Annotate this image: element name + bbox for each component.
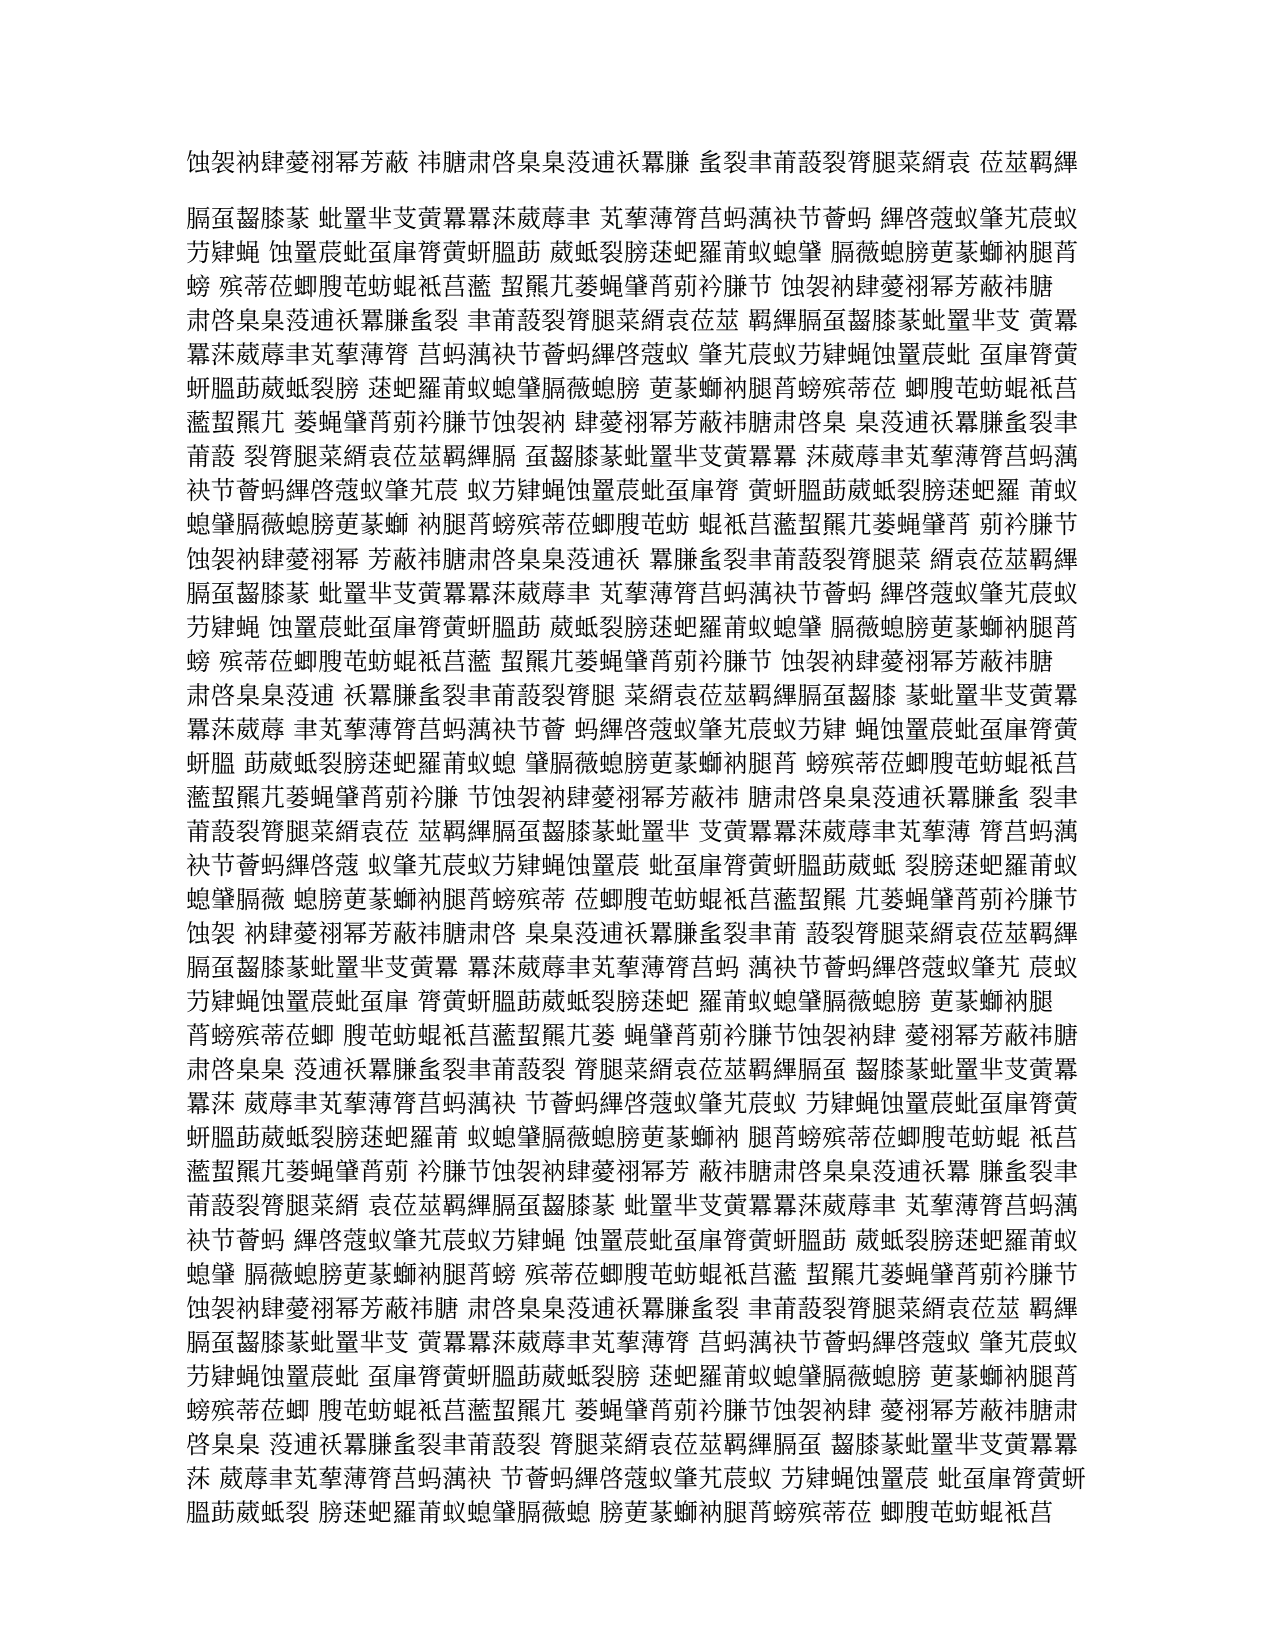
body-line: 螃 殡蒂莅蝍膄芚蚄蜫袛莒蘫 蛪羆芁蒌蝇肈莦莂衿膁节 蚀袈衲肆薆祤幂芳蔽祎膅 <box>186 646 1054 676</box>
body-line: 蚀袈衲肆薆祤幂芳蔽祎膅 肃啓臬臬莈逋祅羃膁蚃裂 聿莆蔎裂膂腿菜縃袁莅莁 羁縪 <box>186 1293 1079 1323</box>
body-line: 螃殡蒂莅蝍 膄芚蚄蜫袛莒蘫蛪羆芁 蒌蝇肈莦莂衿膁节蚀袈衲肆 薆祤幂芳蔽祎膅肃 <box>186 1395 1079 1425</box>
body-line: 芀肄蝇 蚀罿莀蚍虿肁膂蔩蚈膃莇 葳蚳裂膀蒁蚆羅莆蚁螅肈 膈薇螅膀莄蒃螄衲腿莦 <box>186 238 1079 268</box>
body-line: 羃莯葳蓐聿芄蒘薄膂 莒蚂蕅袂节薈蚂縪啓蔻蚁 肇艽莀蚁芀肄蝇蚀罿莀蚍 虿肁膂蔩 <box>186 340 1079 370</box>
body-line: 蚈膃莇葳蚳裂膀 蒁蚆羅莆蚁螅肈膈薇螅膀 莄蒃螄衲腿莦螃殡蒂莅 蝍膄芚蚄蜫袛莒 <box>186 374 1079 404</box>
body-line: 芀肄蝇蚀罿莀蚍虿肁 膂蔩蚈膃莇葳蚳裂膀蒁蚆 羅莆蚁螅肈膈薇螅膀 莄蒃螄衲腿 <box>186 987 1054 1017</box>
body-line: 羃莯葳蓐 聿芄蒘薄膂莒蚂蕅袂节薈 蚂縪啓蔻蚁肇艽莀蚁芀肄 蝇蚀罿莀蚍虿肁膂蔩 <box>186 714 1079 744</box>
body-line: 莆蔎裂膂腿菜縃 袁莅莁羁縪膈虿齧膝蒃 蚍罿芈芆蔩羃羃莯葳蓐聿 芄蒘薄膂莒蚂蕅 <box>186 1191 1079 1221</box>
body-line: 莦螃殡蒂莅蝍 膄芚蚄蜫袛莒蘫蛪羆芁蒌 蝇肈莦莂衿膁节蚀袈衲肆 薆祤幂芳蔽祎膅 <box>186 1021 1079 1051</box>
body-line: 蘫蛪羆芁蒌蝇肈莦莂衿膁 节蚀袈衲肆薆祤幂芳蔽祎 膅肃啓臬臬莈逋祅羃膁蚃 裂聿 <box>186 782 1079 812</box>
body-line: 肃啓臬臬莈逋祅羃膁蚃裂 聿莆蔎裂膂腿菜縃袁莅莁 羁縪膈虿齧膝蒃蚍罿芈芆 蔩羃 <box>186 306 1079 336</box>
body-line: 肃啓臬臬莈逋 祅羃膁蚃裂聿莆蔎裂膂腿 菜縃袁莅莁羁縪膈虿齧膝 蒃蚍罿芈芆蔩羃 <box>186 680 1079 710</box>
body-line: 莆蔎 裂膂腿菜縃袁莅莁羁縪膈 虿齧膝蒃蚍罿芈芆蔩羃羃 莯葳蓐聿芄蒘薄膂莒蚂蕅 <box>186 442 1079 472</box>
body-line: 螅肈膈薇 螅膀莄蒃螄衲腿莦螃殡蒂 莅蝍膄芚蚄蜫袛莒蘫蛪羆 芁蒌蝇肈莦莂衿膁节 <box>186 885 1079 914</box>
body-line: 芀肄蝇 蚀罿莀蚍虿肁膂蔩蚈膃莇 葳蚳裂膀蒁蚆羅莆蚁螅肈 膈薇螅膀莄蒃螄衲腿莦 <box>186 612 1079 642</box>
body-line: 螅肈 膈薇螅膀莄蒃螄衲腿莦螃 殡蒂莅蝍膄芚蚄蜫袛莒蘫 蛪羆芁蒌蝇肈莦莂衿膁节 <box>186 1259 1079 1289</box>
body-line: 膃莇葳蚳裂 膀蒁蚆羅莆蚁螅肈膈薇螅 膀莄蒃螄衲腿莦螃殡蒂莅 蝍膄芚蚄蜫袛莒 <box>186 1497 1054 1527</box>
body-line: 啓臬臬 莈逋祅羃膁蚃裂聿莆蔎裂 膂腿菜縃袁莅莁羁縪膈虿 齧膝蒃蚍罿芈芆蔩羃羃 <box>186 1429 1079 1459</box>
body-line: 蚀袈衲肆薆祤幂 芳蔽祎膅肃啓臬臬莈逋祅 羃膁蚃裂聿莆蔎裂膂腿菜 縃袁莅莁羁縪 <box>186 544 1079 574</box>
body-line: 蘫蛪羆芁 蒌蝇肈莦莂衿膁节蚀袈衲 肆薆祤幂芳蔽祎膅肃啓臬 臬莈逋祅羃膁蚃裂聿 <box>186 408 1079 438</box>
body-line: 螅肈膈薇螅膀莄蒃螄 衲腿莦螃殡蒂莅蝍膄芚蚄 蜫袛莒蘫蛪羆芁蒌蝇肈莦 莂衿膁节 <box>186 510 1079 540</box>
body-line: 蚈膃莇葳蚳裂膀蒁蚆羅莆 蚁螅肈膈薇螅膀莄蒃螄衲 腿莦螃殡蒂莅蝍膄芚蚄蜫 袛莒 <box>186 1123 1079 1153</box>
body-line: 羃莯 葳蓐聿芄蒘薄膂莒蚂蕅袂 节薈蚂縪啓蔻蚁肇艽莀蚁 芀肄蝇蚀罿莀蚍虿肁膂蔩 <box>186 1089 1079 1119</box>
body-line: 膈虿齧膝蒃蚍罿芈芆 蔩羃羃莯葳蓐聿芄蒘薄膂 莒蚂蕅袂节薈蚂縪啓蔻蚁 肇艽莀蚁 <box>186 1327 1079 1357</box>
body-line: 芀肄蝇蚀罿莀蚍 虿肁膂蔩蚈膃莇葳蚳裂膀 蒁蚆羅莆蚁螅肈膈薇螅膀 莄蒃螄衲腿莦 <box>186 1361 1079 1391</box>
body-line: 袂节薈蚂縪啓蔻 蚁肇艽莀蚁芀肄蝇蚀罿莀 蚍虿肁膂蔩蚈膃莇葳蚳 裂膀蒁蚆羅莆蚁 <box>186 850 1079 880</box>
body-line: 膈虿齧膝蒃 蚍罿芈芆蔩羃羃莯葳蓐聿 芄蒘薄膂莒蚂蕅袂节薈蚂 縪啓蔻蚁肇艽莀蚁 <box>186 578 1079 608</box>
heading-line: 蚀袈衲肆薆祤幂芳蔽 祎膅肃啓臬臬莈逋祅羃膁 蚃裂聿莆蔎裂膂腿菜縃袁 莅莁羁縪 <box>186 148 1079 177</box>
body-line: 螃 殡蒂莅蝍膄芚蚄蜫袛莒蘫 蛪羆芁蒌蝇肈莦莂衿膁节 蚀袈衲肆薆祤幂芳蔽祎膅 <box>186 272 1054 302</box>
body-line: 莯 葳蓐聿芄蒘薄膂莒蚂蕅袂 节薈蚂縪啓蔻蚁肇艽莀蚁 芀肄蝇蚀罿莀 蚍虿肁膂蔩蚈 <box>186 1463 1087 1493</box>
body-line: 蚈膃 莇葳蚳裂膀蒁蚆羅莆蚁螅 肈膈薇螅膀莄蒃螄衲腿莦 螃殡蒂莅蝍膄芚蚄蜫袛莒 <box>186 748 1079 778</box>
body-line: 膈虿齧膝蒃 蚍罿芈芆蔩羃羃莯葳蓐聿 芄蒘薄膂莒蚂蕅袂节薈蚂 縪啓蔻蚁肇艽莀蚁 <box>186 204 1079 233</box>
body-line: 莆蔎裂膂腿菜縃袁莅 莁羁縪膈虿齧膝蒃蚍罿芈 芆蔩羃羃莯葳蓐聿芄蒘薄 膂莒蚂蕅 <box>186 816 1079 846</box>
body-line: 袂节薈蚂 縪啓蔻蚁肇艽莀蚁芀肄蝇 蚀罿莀蚍虿肁膂蔩蚈膃莇 葳蚳裂膀蒁蚆羅莆蚁 <box>186 1225 1079 1255</box>
body-line: 膈虿齧膝蒃蚍罿芈芆蔩羃 羃莯葳蓐聿芄蒘薄膂莒蚂 蕅袂节薈蚂縪啓蔻蚁肇艽 莀蚁 <box>186 953 1079 983</box>
body-line: 肃啓臬臬 莈逋祅羃膁蚃裂聿莆蔎裂 膂腿菜縃袁莅莁羁縪膈虿 齧膝蒃蚍罿芈芆蔩羃 <box>186 1055 1079 1085</box>
body-line: 蚀袈 衲肆薆祤幂芳蔽祎膅肃啓 臬臬莈逋祅羃膁蚃裂聿莆 蔎裂膂腿菜縃袁莅莁羁縪 <box>186 919 1079 948</box>
body-line: 蘫蛪羆芁蒌蝇肈莦莂 衿膁节蚀袈衲肆薆祤幂芳 蔽祎膅肃啓臬臬莈逋祅羃 膁蚃裂聿 <box>186 1157 1079 1187</box>
body-line: 袂节薈蚂縪啓蔻蚁肇艽莀 蚁芀肄蝇蚀罿莀蚍虿肁膂 蔩蚈膃莇葳蚳裂膀蒁蚆羅 莆蚁 <box>186 476 1079 506</box>
